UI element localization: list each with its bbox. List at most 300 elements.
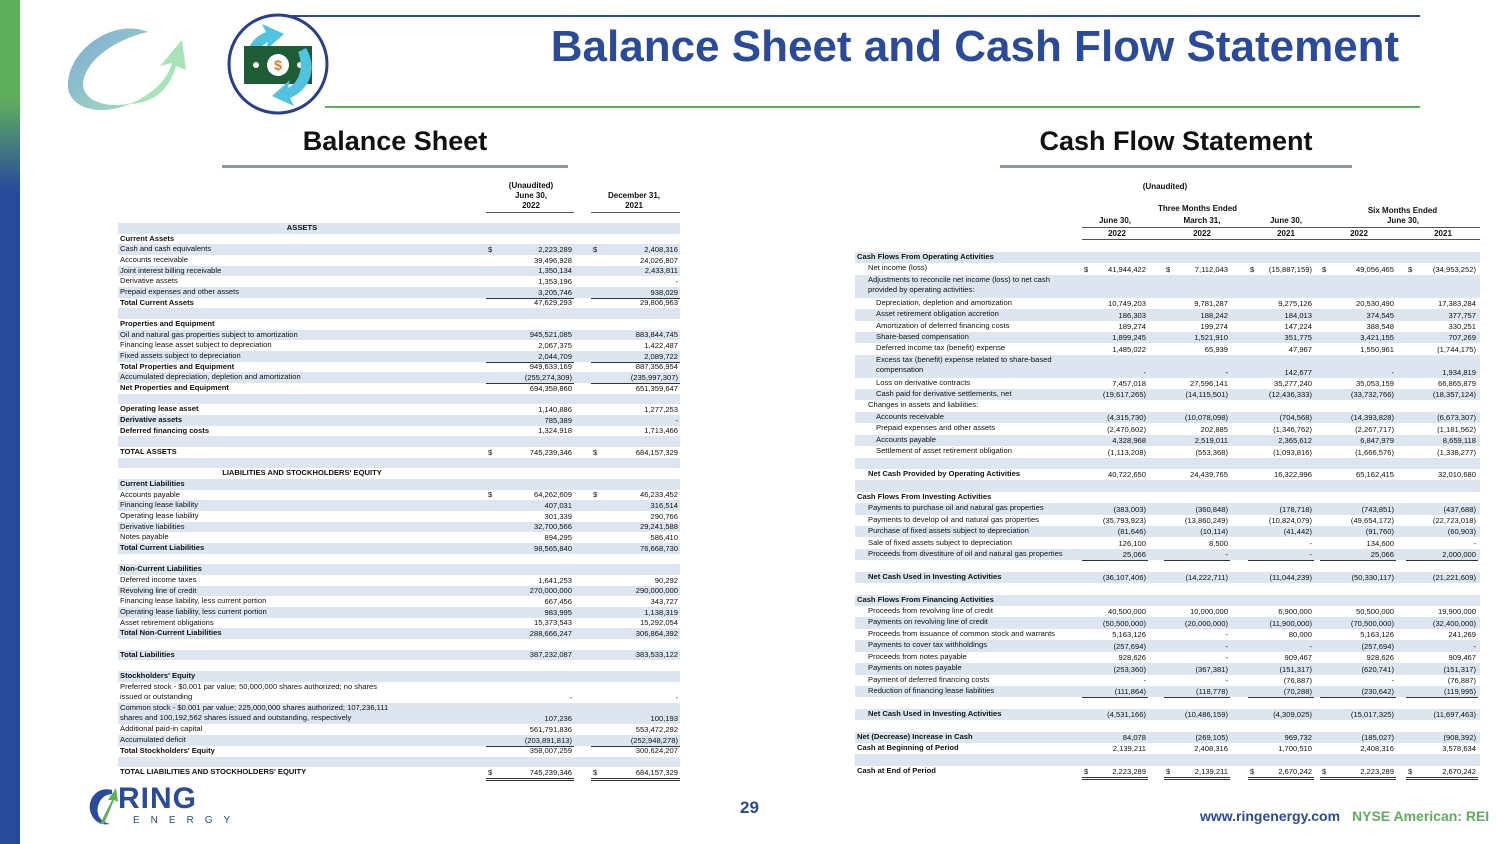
value-cell [1164,709,1230,720]
row-value: (13,860,249) [1184,516,1228,526]
row-value: 39,496,928 [533,255,572,265]
table-row [118,479,680,490]
table-row [118,319,680,330]
value-cell [591,362,680,373]
table-row [855,378,1480,389]
table-row [855,503,1480,514]
value-cell [1082,606,1148,617]
row-value: (34,953,252) [1432,264,1476,274]
row-label: Reduction of financing lease liabilities [868,685,995,695]
blank-row [118,394,680,405]
row-label: Adjustments to reconcile net income (loss) to net cash provided by operating activities: [868,274,1050,294]
row-label: LIABILITIES AND STOCKHOLDERS' EQUITY [222,468,382,478]
value-cell [1248,423,1314,434]
value-cell [1406,652,1478,663]
row-value: 945,521,085 [529,330,572,340]
table-row [855,515,1480,526]
row-value: (4,531,166) [1107,710,1146,720]
row-value: 9,275,126 [1278,299,1312,309]
dollar-sign: $ [488,244,493,254]
page-number: 29 [740,798,759,817]
row-value: (151,317) [1443,664,1476,674]
value-cell [1082,263,1148,274]
row-label: TOTAL ASSETS [120,447,177,457]
value-cell [1320,766,1396,780]
value-cell [591,340,680,351]
row-value: 928,626 [1118,653,1146,663]
value-cell [486,522,574,533]
value-cell [486,362,574,373]
row-value: (1,338,277) [1437,447,1476,457]
header-rule-bottom [325,106,1420,108]
value-cell [1406,412,1478,423]
value-cell [1082,709,1148,720]
row-label: Accounts payable [876,434,936,444]
value-cell [486,746,574,757]
row-value: 374,545 [1366,310,1394,320]
table-row [118,404,680,415]
row-value: 3,578,634 [1442,744,1476,754]
value-cell [486,596,574,607]
row-value: 387,232,087 [529,650,572,660]
row-value: 35,277,240 [1273,379,1312,389]
row-value: (14,115,501) [1185,390,1228,400]
table-row [118,532,680,543]
value-cell [1248,503,1314,514]
dollar-sign: $ [593,244,598,254]
row-value: 290,766 [650,511,678,521]
row-value: 49,056,465 [1355,264,1394,274]
row-value: 65,162,415 [1355,470,1394,480]
row-value: 909,467 [1448,653,1476,663]
table-row [855,412,1480,423]
row-value: 1,353,196 [538,277,572,286]
row-label: Financing lease liability [120,500,199,510]
row-value: (21,221,609) [1432,573,1476,583]
row-value: 1,641,253 [538,575,572,585]
row-label: Preferred stock - $0.001 par value; 50,000,000 shares authorized; no shares issued or outstanding [120,681,378,701]
table-row [118,682,680,703]
bs-col1-year: 2022 [522,201,540,210]
row-value: 2,519,011 [1194,436,1228,446]
table-row [118,415,680,426]
value-cell [486,543,574,554]
row-value: 288,666,247 [529,629,572,639]
table-row [855,355,1480,378]
table-row [855,766,1480,777]
bs-col2-year: 2021 [625,201,643,210]
row-value: - [1225,630,1228,640]
row-label: Revolving line of credit [120,585,197,595]
table-row [118,650,680,661]
value-cell [591,682,680,703]
value-cell [1248,732,1314,743]
value-cell [591,490,680,501]
table-row [118,628,680,639]
row-label: Joint interest billing receivable [120,265,222,275]
value-cell [1320,435,1396,446]
row-label: Financing lease liability, less current portion [120,596,267,606]
row-value: (32,400,000) [1432,618,1476,628]
value-cell [486,404,574,415]
row-value: (255,274,309) [524,373,572,383]
blank-row [855,480,1480,491]
value-cell [1406,435,1478,446]
row-value: 300,624,207 [635,746,678,756]
value-cell [1164,309,1230,320]
table-row [118,522,680,533]
row-label: Payments on revolving line of credit [868,617,988,627]
value-cell [591,703,680,724]
row-value: 1,899,245 [1112,333,1146,343]
value-cell [486,628,574,639]
table-row [855,252,1480,263]
row-label: Payments to purchase oil and natural gas properties [868,503,1044,513]
row-value: (203,891,813) [524,735,572,745]
value-cell [1320,469,1396,480]
row-value: 16,322,996 [1273,470,1312,480]
value-cell [1164,732,1230,743]
value-cell [1248,538,1314,549]
value-cell [1320,675,1396,686]
row-value: 41,944,422 [1107,264,1146,274]
row-label: Sale of fixed assets subject to depreciation [868,537,1012,547]
row-label: Total Current Liabilities [120,543,205,553]
value-cell [1164,298,1230,309]
dollar-sign: $ [1322,264,1327,274]
row-value: - [1473,641,1476,651]
row-label: Stockholders' Equity [120,671,196,681]
row-value: (253,360) [1113,664,1146,674]
row-value: (91,760) [1365,527,1394,537]
value-cell [1320,321,1396,332]
row-value: 40,722,650 [1107,470,1146,480]
value-cell [1248,606,1314,617]
row-label: Accumulated depreciation, depletion and amortization [120,372,301,382]
row-label: Additional paid-in capital [120,724,203,734]
table-row [855,423,1480,434]
value-cell [1320,378,1396,389]
cf-unaudited-label: (Unaudited) [1142,182,1188,191]
row-label: Prepaid expenses and other assets [876,423,996,433]
row-value: (49,654,172) [1350,516,1394,526]
row-value: - [1391,675,1394,685]
row-value: (908,392) [1443,733,1476,743]
row-value: (60,903) [1447,527,1476,537]
table-row [855,469,1480,480]
table-row [855,263,1480,274]
row-value: (36,107,406) [1102,573,1146,583]
row-value: 147,224 [1284,321,1312,331]
row-value: 2,067,375 [538,341,572,351]
row-value: 90,292 [654,575,678,585]
row-value: 949,633,169 [529,362,572,372]
blank-row [855,560,1480,571]
row-value: 2,223,289 [1360,767,1394,777]
value-cell [1248,355,1314,378]
table-row [118,671,680,682]
value-cell [486,298,574,309]
blank-row [855,583,1480,594]
row-value: 2,433,811 [644,266,678,276]
row-value: 1,277,253 [644,405,678,415]
row-value: (252,948,278) [630,735,678,745]
value-cell [486,415,574,426]
row-label: Net Properties and Equipment [120,383,229,393]
row-value: - [1309,538,1312,548]
row-value: 928,626 [1366,653,1394,663]
value-cell [1406,332,1478,343]
value-cell [1320,538,1396,549]
row-value: (151,317) [1279,664,1312,674]
row-value: (50,500,000) [1102,618,1146,628]
row-value: - [1473,538,1476,548]
row-value: (235,997,307) [630,373,678,383]
row-value: 27,596,141 [1189,379,1228,389]
value-cell [591,276,680,287]
value-cell [1406,309,1478,320]
value-cell [1320,709,1396,720]
value-cell [591,607,680,618]
dollar-sign: $ [1322,767,1327,777]
value-cell [1320,606,1396,617]
row-value: 9,781,287 [1194,299,1228,309]
value-cell [1320,355,1396,378]
value-cell [486,607,574,618]
table-row [855,400,1480,411]
table-row [855,732,1480,743]
row-label: Cash at Beginning of Period [857,743,959,753]
row-value: 186,303 [1118,310,1146,320]
value-cell [1164,378,1230,389]
value-cell [1406,343,1478,354]
value-cell [1248,617,1314,628]
value-cell [1082,389,1148,400]
website-link[interactable]: www.ringenergy.com [1200,808,1341,824]
row-value: 2,000,000 [1442,550,1476,560]
row-value: (360,848) [1195,504,1228,514]
row-label: Properties and Equipment [120,319,215,329]
value-cell [1082,435,1148,446]
row-value: (50,330,117) [1351,573,1394,583]
table-row [855,538,1480,549]
table-row [118,511,680,522]
table-row [118,426,680,437]
table-row [855,743,1480,754]
row-value: 684,157,329 [635,447,678,457]
value-cell [1320,503,1396,514]
value-cell [1320,332,1396,343]
value-cell [1248,572,1314,583]
dollar-sign: $ [1408,264,1413,274]
row-value: 343,727 [650,597,678,607]
table-row [855,332,1480,343]
row-value: 1,485,022 [1112,344,1146,354]
row-value: 8,500 [1208,538,1228,548]
table-row [118,383,680,394]
row-label: Payments to cover tax withholdings [868,640,988,650]
row-label: Depreciation, depletion and amortization [876,297,1012,307]
row-label: Net Cash Provided by Operating Activities [868,468,1021,478]
table-row [855,275,1480,298]
row-value: 1,700,510 [1278,744,1312,754]
value-cell [486,703,574,724]
row-value: 2,670,242 [1442,767,1476,777]
value-cell [1248,515,1314,526]
value-cell [591,543,680,554]
row-label: Deferred income taxes [120,575,197,585]
row-label: Amortization of deferred financing costs [876,320,1010,330]
row-value: (553,368) [1195,447,1228,457]
value-cell [1406,640,1478,651]
row-label: Operating lease liability [120,511,199,521]
value-cell [1164,606,1230,617]
row-label: Total Stockholders' Equity [120,745,215,755]
value-cell [591,255,680,266]
row-value: - [1309,641,1312,651]
row-label: Proceeds from notes payable [868,651,967,661]
row-value: (10,824,079) [1268,516,1312,526]
slide-title: Balance Sheet and Cash Flow Statement [550,22,1400,71]
row-value: (1,666,576) [1355,447,1394,457]
row-label: TOTAL LIABILITIES AND STOCKHOLDERS' EQUITY [120,767,307,777]
value-cell [1082,572,1148,583]
row-value: 7,112,043 [1194,264,1228,274]
row-label: Accounts receivable [876,411,944,421]
cf-date-1: June 30, [1098,216,1131,225]
dollar-sign: $ [1084,264,1089,274]
row-label: Oil and natural gas properties subject to amortization [120,329,298,339]
value-cell [1082,355,1148,378]
row-label: Total Liabilities [120,649,175,659]
value-cell [1164,412,1230,423]
row-value: 5,163,126 [1360,630,1394,640]
cf-three-months-label: Three Months Ended [1157,204,1238,213]
row-value: 301,339 [544,511,572,521]
row-value: - [675,415,678,425]
row-value: 1,138,319 [644,607,678,617]
row-value: (76,887) [1447,675,1476,685]
row-value: 6,900,000 [1278,607,1312,617]
cf-date-2: March 31, [1183,216,1221,225]
value-cell [1164,435,1230,446]
row-value: (10,114) [1200,527,1228,537]
value-cell [1320,663,1396,674]
value-cell [1164,263,1230,274]
value-cell [1164,572,1230,583]
value-cell [1082,617,1148,628]
value-cell [1082,321,1148,332]
row-value: 377,757 [1448,310,1476,320]
value-cell [1082,766,1148,780]
row-value: - [1225,550,1228,560]
row-value: (4,309,025) [1273,710,1312,720]
value-cell [1406,663,1478,674]
table-row [118,351,680,362]
cf-year-2: 2022 [1193,229,1211,238]
blank-row [118,660,680,671]
table-row [855,595,1480,606]
row-value: 19,900,000 [1437,607,1476,617]
row-label: Non-Current Liabilities [120,564,202,574]
row-value: (620,741) [1361,664,1394,674]
cf-date-4: June 30, [1386,216,1419,225]
value-cell [1406,321,1478,332]
table-row [855,526,1480,537]
value-cell [1164,640,1230,651]
row-label: Net (Decrease) Increase in Cash [857,731,973,741]
row-value: (10,486,159) [1184,710,1228,720]
row-value: 100,193 [650,714,678,724]
value-cell [591,415,680,426]
row-value: 667,456 [544,597,572,607]
row-value: - [1225,641,1228,651]
row-value: 383,533,122 [635,650,678,660]
row-value: 290,000,000 [635,586,678,596]
value-cell [1164,675,1230,686]
row-value: (1,346,762) [1273,424,1312,434]
value-cell [1248,378,1314,389]
value-cell [1082,423,1148,434]
row-value: (12,436,333) [1268,390,1312,400]
row-label: Asset retirement obligations [120,617,214,627]
row-label: Accounts receivable [120,255,188,264]
table-row [855,492,1480,503]
row-label: Loss on derivative contracts [876,377,971,387]
value-cell [1406,298,1478,309]
row-value: (20,000,000) [1184,618,1228,628]
value-cell [1248,469,1314,480]
value-cell [1248,389,1314,400]
table-row [855,675,1480,686]
header-rule-top [290,15,1420,17]
value-cell [1248,675,1314,686]
value-cell [1320,640,1396,651]
value-cell [1248,709,1314,720]
value-cell [486,340,574,351]
row-value: 316,514 [650,501,678,511]
row-value: 561,791,836 [529,725,572,735]
value-cell [486,767,574,781]
row-value: (269,105) [1195,733,1228,743]
value-cell [1406,617,1478,628]
row-label: Proceeds from issuance of common stock and warrants [868,628,1055,638]
row-value: 553,472,292 [635,725,678,735]
row-label: Operating lease asset [120,404,199,414]
value-cell [1320,298,1396,309]
row-value: 24,026,807 [639,255,678,265]
value-cell [1164,766,1230,780]
bs-col1-date: June 30, [514,191,547,200]
dollar-sign: $ [593,490,598,500]
value-cell [1406,389,1478,400]
table-row [118,340,680,351]
row-value: - [569,693,572,703]
table-row [855,640,1480,651]
row-value: 3,421,155 [1360,333,1394,343]
value-cell [591,244,680,255]
row-value: 1,324,918 [538,426,572,436]
table-row [855,298,1480,309]
row-label: Payments on notes payable [868,663,962,673]
cf-year-1: 2022 [1108,229,1126,238]
row-value: - [1309,550,1312,560]
row-value: (257,694) [1361,641,1394,651]
row-value: 684,157,329 [635,767,678,777]
row-value: 909,467 [1284,653,1312,663]
value-cell [1320,629,1396,640]
value-cell [1082,378,1148,389]
